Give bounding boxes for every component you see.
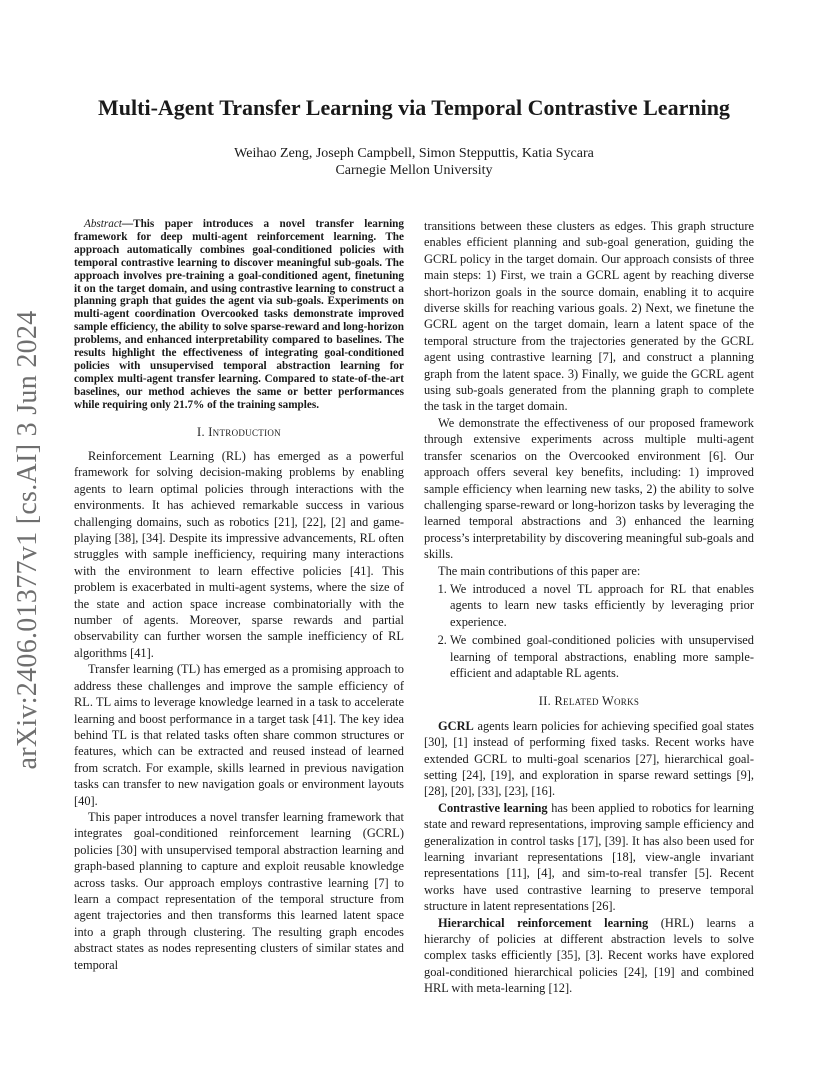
gcrl-text: agents learn policies for achieving specified goal states [30], [1] instead of performing fixed tasks. Recent works have extended GCRL to multi-goal scenarios [27], hierarchical goal-setting [24], [19], and exploration in sparse reward settings [9], [28], [20], [33], [23], [16]. [424, 718, 754, 799]
intro-paragraph-5: The main contributions of this paper are: [438, 563, 641, 578]
abstract-text: This paper introduces a novel transfer learning framework for deep multi-agent reinforcement learning. The approach automatically combines goal-conditioned policies with temporal contrastive learning to discover meaningful sub-goals. The approach involves pre-training a goal-conditioned agent, finetuning it on the target domain, and using contrastive learning to construct a planning graph that guides the agent via sub-goals. Experiments on multi-agent coordination Overcooked tasks demonstrate improved sample efficiency, the ability to solve sparse-reward and long-horizon problems, and enhanced interpretability compared to baselines. The results highlight the effectiveness of integrating goal-conditioned policies with unsupervised temporal abstraction learning for complex multi-agent transfer learning. Compared to state-of-the-art baselines, our method achieves the same or better performances while requiring only 21.7% of the training samples. [74, 218, 404, 411]
abstract-label: Abstract [84, 218, 122, 230]
left-column [74, 218, 404, 973]
affiliation: Carnegie Mellon University [335, 163, 493, 178]
arxiv-sidebar-stamp [8, 300, 48, 780]
abstract-dash: — [121, 218, 134, 230]
section-numeral: II. [538, 694, 552, 709]
list-item: 2. We combined goal-conditioned policies with unsupervised learning of temporal abstractions, enabling more sample-efficient and adaptable RL agents. [450, 632, 754, 681]
intro-paragraph-1: Reinforcement Learning (RL) has emerged as a powerful framework for solving decision-making problems by enabling agents to learn optimal policies through interactions with the environments. It has achieved remarkable success in various challenging domains, such as robotics [21], [22], [2] and game-playing [38], [34]. Despite its impressive advancements, RL often struggles with sample inefficiency, requiring many interactions with the environment to learn effective policies [41]. This problem is exacerbated in multi-agent systems, where the size of the state and action space increase combinatorially with the number of agents. Moreover, sparse rewards and partial observability can further worsen the sample inefficiency of RL algorithms [41]. [74, 449, 404, 660]
term-hrl: Hierarchical reinforcement learning [438, 915, 649, 930]
section-numeral: I. [197, 424, 205, 439]
intro-paragraph-3-continued: transitions between these clusters as edges. This graph structure enables efficient planning and sub-goal generation, guiding the GCRL policy in the target domain. Our approach consists of three main steps: 1) First, we train a GCRL agent by reaching diverse short-horizon goals in the source domain, enabling it to acquire diverse skills for reaching various goals. 2) Next, we finetune the GCRL agent on the target domain, learn a latent space of the temporal structure from the trajectories generated by the GCRL agent using contrastive learning [7], and construct a planning graph from the latent space. 3) Finally, we guide the GCRL agent using sub-goals generated from the planning graph to complete the task in the target domain. [424, 219, 754, 414]
term-contrastive-learning: Contrastive learning [438, 800, 548, 815]
intro-paragraph-4: We demonstrate the effectiveness of our proposed framework through extensive experiments across multiple multi-agent transfer scenarios on the Overcooked environment [6]. Our approach offers several key benefits, including: 1) improved sample efficiency when learning new tasks, 2) the ability to solve challenging sparse-reward or long-horizon tasks by leveraging the learned temporal abstractions and 3) enhanced the learning process’s interpretability by discovering meaningful sub-goals and skills. [424, 415, 754, 562]
section-heading-introduction [74, 424, 404, 440]
related-paragraph-hrl [424, 915, 754, 997]
abstract [74, 218, 404, 412]
section-title: Related Works [554, 694, 640, 709]
hrl-text: (HRL) learns a hierarchy of policies at different abstraction levels to solve complex tasks efficiently [35], [3]. Recent works have explored goal-conditioned hierarchical policies [24], [19] and combined HRL with meta-learning [12]. [424, 915, 754, 996]
contrastive-text: has been applied to robotics for learning state and reward representations, improving sample efficiency and generalization in control tasks [17], [39]. It has also been used for learning invariant representations [18], view-angle invariant representations [11], [4], and sim-to-real transfer [5]. Recent works have used contrastive learning to preserve temporal structure in latent representations [26]. [424, 800, 754, 914]
author-list: Weihao Zeng, Joseph Campbell, Simon Stepputtis, Katia Sycara [234, 146, 594, 161]
term-gcrl: GCRL [438, 718, 474, 733]
section-heading-related-works [424, 693, 754, 709]
contributions-list [424, 581, 754, 681]
right-column [424, 218, 754, 997]
intro-paragraph-3: This paper introduces a novel transfer learning framework that integrates goal-conditioned reinforcement learning (GCRL) policies [30] with unsupervised temporal abstraction learning and graph-based planning to capture and exploit reusable knowledge across tasks. Our approach employs contrastive learning [7] to learn a compact representation of the temporal structure from agent trajectories and then transforms this learned latent space into a graph through clustering. The resulting graph encodes abstract states as nodes representing clusters of similar states and temporal [74, 809, 404, 972]
intro-paragraph-2: Transfer learning (TL) has emerged as a promising approach to address these challenges and improve the sample efficiency of RL. TL aims to leverage knowledge learned in a task to accelerate learning and boost performance in a target task [41]. The key idea behind TL is that related tasks often share common structures or features, which can be extracted and reused instead of learned from scratch. For example, skills learned in previous navigation tasks can transfer to new navigation goals or environment layouts [40]. [74, 662, 404, 808]
related-paragraph-gcrl [424, 718, 754, 800]
section-title: Introduction [208, 424, 281, 439]
list-item: 1. We introduced a novel TL approach for RL that enables agents to learn new tasks efficiently by leveraging prior experience. [450, 581, 754, 630]
related-paragraph-contrastive [424, 800, 754, 915]
paper-title: Multi-Agent Transfer Learning via Temporal Contrastive Learning [98, 95, 730, 120]
arxiv-id: arXiv:2406.01377v1 [cs.AI] 3 Jun 2024 [12, 310, 43, 770]
